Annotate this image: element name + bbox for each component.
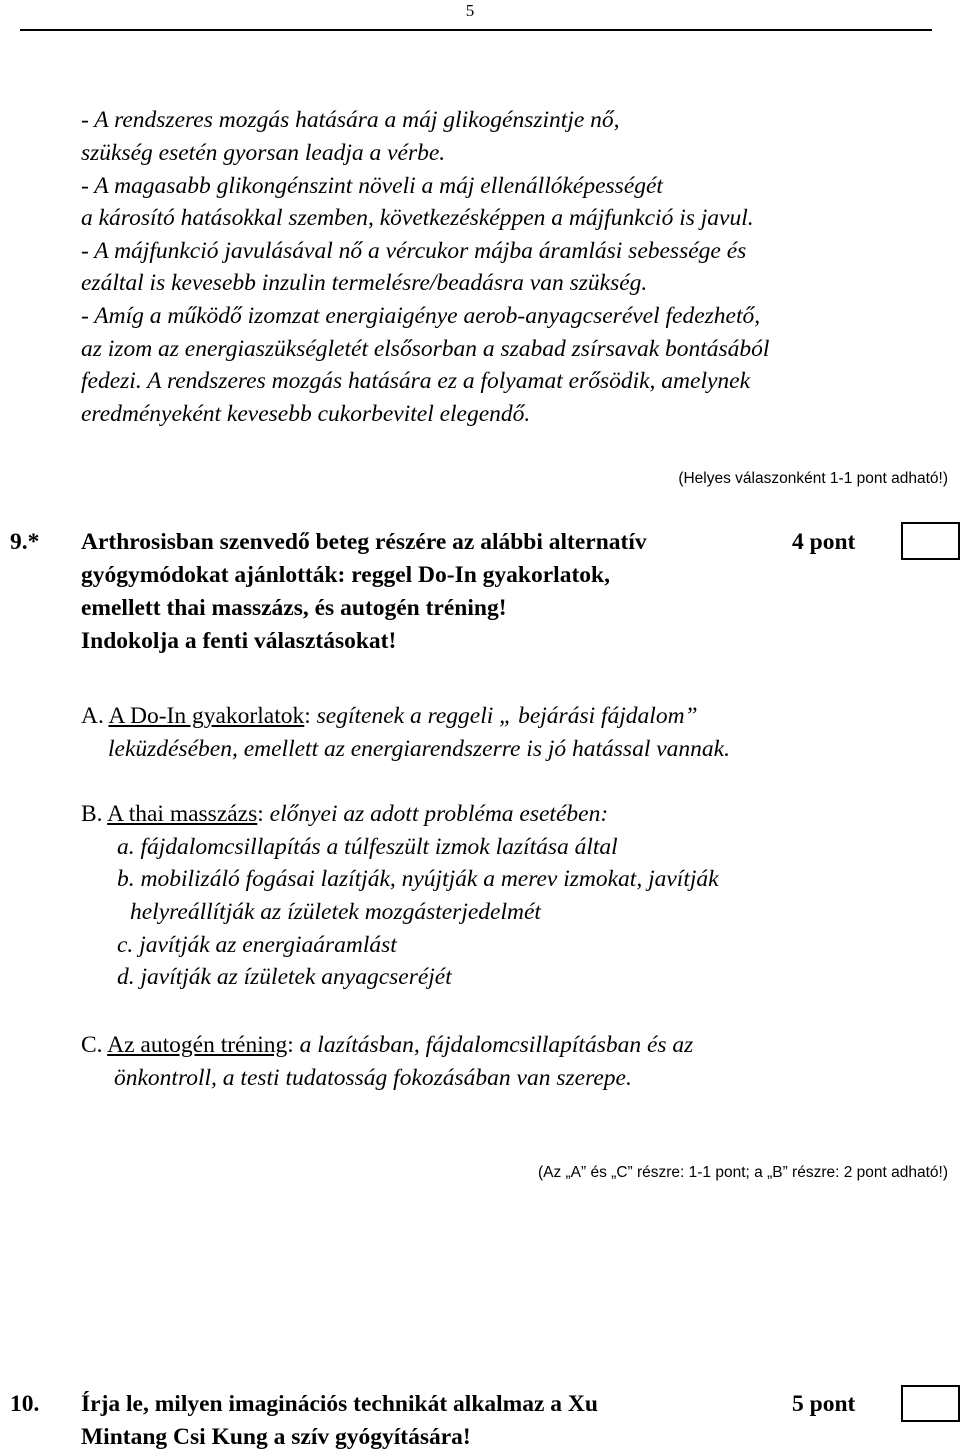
- answer-c-text: a lazításban, fájdalomcsillapításban és az: [293, 1032, 694, 1058]
- prev-answer-line: ezáltal is kevesebb inzulin termelésre/beadásra van szükség.: [81, 270, 648, 296]
- answer-a: [81, 703, 698, 730]
- points-label: 5 pont: [792, 1391, 856, 1417]
- answer-b-item: [117, 964, 452, 991]
- question-text-line: Írja le, milyen imaginációs technikát alkalmaz a Xu: [81, 1391, 598, 1417]
- answer-b-item-text: javítják az ízületek anyagcseréjét: [140, 964, 452, 990]
- header-divider: [20, 29, 932, 31]
- answer-b-item-text: fájdalomcsillapítás a túlfeszült izmok lazítása által: [140, 834, 618, 860]
- answer-a-text-continued: leküzdésében, emellett az energiarendszerre is jó hatással vannak.: [108, 736, 730, 762]
- question-text-line: emellett thai masszázs, és autogén tréning!: [81, 595, 507, 621]
- answer-b-item-text: javítják az energiaáramlást: [139, 932, 397, 958]
- question-number: 9.*: [10, 529, 40, 555]
- answer-a-colon: :: [304, 703, 311, 729]
- prev-answer-line: az izom az energiaszükségletét elsősorban a szabad zsírsavak bontásából: [81, 336, 770, 362]
- answer-b-item-text: mobilizáló fogásai lazítják, nyújtják a merev izmokat, javítják: [140, 866, 719, 892]
- answer-b-label: B.: [81, 801, 103, 827]
- prev-answer-line: szükség esetén gyorsan leadja a vérbe.: [81, 140, 446, 166]
- question-text-line: Indokolja a fenti választásokat!: [81, 628, 397, 654]
- prev-answer-line: fedezi. A rendszeres mozgás hatására ez a folyamat erősödik, amelynek: [81, 368, 751, 394]
- answer-a-text: segítenek a reggeli „ bejárási fájdalom”: [310, 703, 698, 729]
- page-number: 5: [465, 1, 475, 20]
- points-label: 4 pont: [792, 529, 856, 555]
- answer-c-colon: :: [287, 1032, 294, 1058]
- answer-b-item: [117, 932, 397, 959]
- answer-c: [81, 1032, 693, 1059]
- prev-answer-line: - A rendszeres mozgás hatására a máj glikogénszintje nő,: [81, 107, 620, 133]
- prev-answer-line: - A magasabb glikongénszint növeli a máj ellenállóképességét: [81, 173, 663, 199]
- answer-b-text: előnyei az adott probléma esetében:: [263, 801, 609, 827]
- answer-b-item-letter: a.: [117, 834, 135, 860]
- score-box[interactable]: [901, 1385, 960, 1422]
- question-number: 10.: [10, 1391, 40, 1417]
- question-text-line: gyógymódokat ajánlották: reggel Do-In gyakorlatok,: [81, 562, 610, 588]
- answer-a-term: A Do-In gyakorlatok: [108, 703, 305, 729]
- answer-c-text-continued: önkontroll, a testi tudatosság fokozásában van szerepe.: [114, 1065, 632, 1091]
- answer-c-term: Az autogén tréning: [107, 1032, 288, 1058]
- answer-b-item-letter: b.: [117, 866, 135, 892]
- prev-answer-line: a károsító hatásokkal szemben, következésképpen a májfunkció is javul.: [81, 205, 754, 231]
- question-text-line: Arthrosisban szenvedő beteg részére az alábbi alternatív: [81, 529, 647, 555]
- prev-answer-line: - Amíg a működő izomzat energiaigénye aerob-anyagcserével fedezhető,: [81, 303, 761, 329]
- answer-c-label: C.: [81, 1032, 103, 1058]
- answer-b-item: [117, 866, 719, 893]
- score-box[interactable]: [901, 522, 960, 560]
- answer-b: [81, 801, 608, 828]
- answer-b-item: [117, 834, 618, 861]
- prev-answer-line: - A májfunkció javulásával nő a vércukor májba áramlási sebessége és: [81, 238, 747, 264]
- answer-b-colon: :: [257, 801, 264, 827]
- answer-b-item-continued: helyreállítják az ízületek mozgásterjedelmét: [130, 899, 541, 925]
- answer-b-term: A thai masszázs: [107, 801, 258, 827]
- answer-b-item-letter: c.: [117, 932, 134, 958]
- answer-b-item-letter: d.: [117, 964, 135, 990]
- scoring-note: (Az „A” és „C” részre: 1-1 pont; a „B” részre: 2 pont adható!): [537, 1164, 948, 1181]
- scoring-note: (Helyes válaszonként 1-1 pont adható!): [678, 470, 948, 487]
- question-text-line: Mintang Csi Kung a szív gyógyítására!: [81, 1424, 471, 1450]
- answer-a-label: A.: [81, 703, 104, 729]
- prev-answer-line: eredményeként kevesebb cukorbevitel elegendő.: [81, 401, 531, 427]
